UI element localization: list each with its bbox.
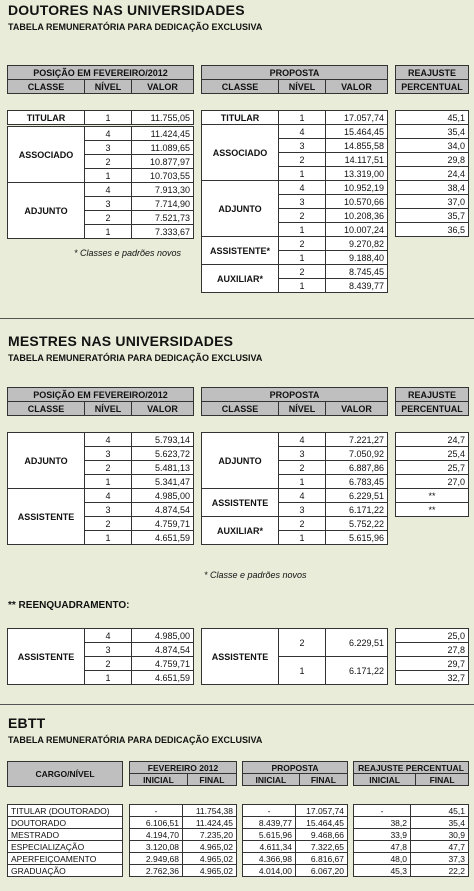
nivel-cell: 1 — [279, 223, 326, 237]
table-row — [8, 433, 194, 447]
table-row — [8, 853, 123, 865]
percent-cell: 36,5 — [396, 223, 469, 237]
header-classe: CLASSE — [8, 80, 85, 94]
table-row — [243, 841, 348, 853]
valor-cell: 11.424,45 — [132, 127, 194, 141]
nivel-cell: 1 — [279, 111, 326, 125]
valor-cell: 7.333,67 — [132, 225, 194, 239]
percent-cell: ** — [396, 503, 469, 517]
valor-cell: 4.651,59 — [132, 531, 194, 545]
final-cell: 11.424,45 — [183, 817, 237, 829]
percent-cell: 24,4 — [396, 167, 469, 181]
header-posicao: POSIÇÃO EM FEVEREIRO/2012 — [8, 66, 194, 80]
table-row — [8, 829, 123, 841]
nivel-cell: 3 — [279, 195, 326, 209]
percent-cell: 45,1 — [396, 111, 469, 125]
valor-cell: 7.221,27 — [326, 433, 388, 447]
table-row — [202, 125, 388, 139]
mestres-mid-table — [201, 432, 388, 545]
nivel-cell: 4 — [279, 181, 326, 195]
ebtt-reaj-table — [353, 804, 469, 877]
nivel-cell: 4 — [85, 629, 132, 643]
nivel-cell: 1 — [279, 167, 326, 181]
table-row — [396, 671, 469, 685]
valor-cell: 6.887,86 — [326, 461, 388, 475]
header-proposta: PROPOSTA — [202, 388, 388, 402]
mestres-subtitle: TABELA REMUNERATÓRIA PARA DEDICAÇÃO EXCLUSIVA — [8, 353, 263, 363]
classe-cell: ADJUNTO — [202, 433, 279, 489]
inicial-cell: 4.366,98 — [243, 853, 296, 865]
percent-cell: 29,8 — [396, 153, 469, 167]
percent-cell: 25,0 — [396, 629, 469, 643]
cargo-cell: ESPECIALIZAÇÃO — [8, 841, 123, 853]
table-row — [354, 865, 469, 877]
valor-cell: 8.745,45 — [326, 265, 388, 279]
header-valor: VALOR — [326, 80, 388, 94]
nivel-cell: 4 — [85, 433, 132, 447]
final-cell: 9.468,66 — [296, 829, 348, 841]
valor-cell: 13.319,00 — [326, 167, 388, 181]
table-row — [202, 629, 388, 657]
table-row — [130, 841, 237, 853]
classe-cell: ADJUNTO — [8, 183, 85, 239]
cargo-cell: DOUTORADO — [8, 817, 123, 829]
section-divider — [0, 318, 474, 319]
table-row — [354, 817, 469, 829]
table-row — [243, 865, 348, 877]
ebtt-cargo-table — [7, 804, 123, 877]
table-row — [354, 829, 469, 841]
table-row — [202, 265, 388, 279]
inicial-cell: 3.120,08 — [130, 841, 183, 853]
classe-cell: AUXILIAR* — [202, 517, 279, 545]
nivel-cell: 1 — [85, 475, 132, 489]
header-inicial: INICIAL — [243, 774, 300, 786]
table-row — [354, 805, 469, 817]
table-row — [8, 629, 194, 643]
final-cell: 4.965,02 — [183, 853, 237, 865]
nivel-cell: 1 — [279, 251, 326, 265]
cargo-cell: MESTRADO — [8, 829, 123, 841]
final-cell: 6.816,67 — [296, 853, 348, 865]
final-cell: 15.464,45 — [296, 817, 348, 829]
classe-cell: ADJUNTO — [202, 181, 279, 237]
valor-cell: 11.755,05 — [132, 111, 194, 125]
cargo-cell: GRADUAÇÃO — [8, 865, 123, 877]
nivel-cell: 1 — [85, 111, 132, 125]
table-row — [396, 447, 469, 461]
cargo-cell: TITULAR (DOUTORADO) — [8, 805, 123, 817]
nivel-cell: 1 — [85, 225, 132, 239]
valor-cell: 10.007,24 — [326, 223, 388, 237]
table-row — [243, 853, 348, 865]
header-nivel: NÍVEL — [85, 402, 132, 416]
table-row — [396, 503, 469, 517]
final-cell: 45,1 — [411, 805, 469, 817]
valor-cell: 5.341,47 — [132, 475, 194, 489]
percent-cell: 27,0 — [396, 475, 469, 489]
table-row — [396, 111, 469, 125]
nivel-cell: 4 — [279, 489, 326, 503]
header-classe: CLASSE — [202, 402, 279, 416]
header-reajuste: REAJUSTE — [396, 66, 469, 80]
nivel-cell: 2 — [85, 461, 132, 475]
table-row — [243, 805, 348, 817]
final-cell: 37,3 — [411, 853, 469, 865]
table-row — [202, 237, 388, 251]
table-row — [396, 223, 469, 237]
final-cell: 47,7 — [411, 841, 469, 853]
percent-cell: 37,0 — [396, 195, 469, 209]
inicial-cell: 5.615,96 — [243, 829, 296, 841]
header-percentual: PERCENTUAL — [396, 402, 469, 416]
doutores-subtitle: TABELA REMUNERATÓRIA PARA DEDICAÇÃO EXCLUSIVA — [8, 22, 263, 32]
inicial-cell: 2.949,68 — [130, 853, 183, 865]
table-row — [396, 167, 469, 181]
valor-cell: 17.057,74 — [326, 111, 388, 125]
doutores-left-header — [7, 65, 194, 94]
cargo-cell: APERFEIÇOAMENTO — [8, 853, 123, 865]
valor-cell: 6.171,22 — [326, 503, 388, 517]
final-cell: 22,2 — [411, 865, 469, 877]
table-row — [202, 517, 388, 531]
table-row — [396, 629, 469, 643]
mestres-right-header — [395, 387, 469, 416]
nivel-cell: 1 — [85, 531, 132, 545]
header-classe: CLASSE — [202, 80, 279, 94]
percent-cell: 24,7 — [396, 433, 469, 447]
table-row — [8, 805, 123, 817]
header-inicial: INICIAL — [130, 774, 188, 786]
doutores-right-header — [395, 65, 469, 94]
inicial-cell: 4.194,70 — [130, 829, 183, 841]
percent-cell: 35,7 — [396, 209, 469, 223]
inicial-cell: 38,2 — [354, 817, 411, 829]
table-row — [396, 657, 469, 671]
ebtt-reaj-header — [353, 761, 469, 786]
table-row — [396, 461, 469, 475]
final-cell: 35,4 — [411, 817, 469, 829]
final-cell: 6.067,20 — [296, 865, 348, 877]
nivel-cell: 2 — [279, 517, 326, 531]
header-reajuste: REAJUSTE PERCENTUAL — [354, 762, 469, 774]
ebtt-subtitle: TABELA REMUNERATÓRIA PARA DEDICAÇÃO EXCLUSIVA — [8, 735, 263, 745]
percent-cell: 35,4 — [396, 125, 469, 139]
table-row — [8, 841, 123, 853]
inicial-cell: 47,8 — [354, 841, 411, 853]
valor-cell: 7.521,73 — [132, 211, 194, 225]
header-proposta: PROPOSTA — [202, 66, 388, 80]
table-row — [8, 111, 194, 125]
valor-cell: 6.229,51 — [326, 629, 388, 657]
valor-cell: 4.759,71 — [132, 517, 194, 531]
ebtt-prop-table — [242, 804, 348, 877]
doutores-left-associado — [7, 126, 194, 239]
valor-cell: 5.793,14 — [132, 433, 194, 447]
table-row — [8, 489, 194, 503]
nivel-cell: 3 — [279, 503, 326, 517]
valor-cell: 7.913,30 — [132, 183, 194, 197]
table-row — [354, 841, 469, 853]
nivel-cell: 4 — [85, 127, 132, 141]
valor-cell: 11.089,65 — [132, 141, 194, 155]
table-row — [396, 153, 469, 167]
valor-cell: 7.050,92 — [326, 447, 388, 461]
valor-cell: 6.229,51 — [326, 489, 388, 503]
valor-cell: 8.439,77 — [326, 279, 388, 293]
ebtt-fev-header — [129, 761, 237, 786]
doutores-mid-header — [201, 65, 388, 94]
inicial-cell: 8.439,77 — [243, 817, 296, 829]
inicial-cell: - — [130, 805, 183, 817]
valor-cell: 4.985,00 — [132, 489, 194, 503]
ebtt-fev-table — [129, 804, 237, 877]
reenquadramento-title: ** REENQUADRAMENTO: — [8, 600, 130, 611]
doutores-right-table — [395, 110, 469, 237]
valor-cell: 6.783,45 — [326, 475, 388, 489]
inicial-cell: 33,9 — [354, 829, 411, 841]
header-fevereiro: FEVEREIRO 2012 — [130, 762, 237, 774]
table-row — [243, 829, 348, 841]
mestres-mid-header — [201, 387, 388, 416]
percent-cell: 38,4 — [396, 181, 469, 195]
table-row — [130, 865, 237, 877]
nivel-cell: 1 — [279, 475, 326, 489]
table-row — [396, 139, 469, 153]
valor-cell: 10.877,97 — [132, 155, 194, 169]
header-cargo: CARGO/NÍVEL — [8, 762, 123, 787]
nivel-cell: 2 — [279, 265, 326, 279]
table-row — [130, 853, 237, 865]
inicial-cell: - — [243, 805, 296, 817]
header-posicao: POSIÇÃO EM FEVEREIRO/2012 — [8, 388, 194, 402]
table-row — [202, 433, 388, 447]
table-row — [396, 475, 469, 489]
valor-cell: 6.171,22 — [326, 657, 388, 685]
nivel-cell: 1 — [85, 169, 132, 183]
nivel-cell: 4 — [279, 125, 326, 139]
classe-cell: ASSISTENTE — [202, 489, 279, 517]
header-nivel: NÍVEL — [279, 402, 326, 416]
valor-cell: 9.188,40 — [326, 251, 388, 265]
final-cell: 4.965,02 — [183, 865, 237, 877]
valor-cell: 14.117,51 — [326, 153, 388, 167]
valor-cell: 10.570,66 — [326, 195, 388, 209]
classe-cell: TITULAR — [8, 111, 85, 125]
valor-cell: 10.952,19 — [326, 181, 388, 195]
nivel-cell: 1 — [279, 657, 326, 685]
reenq-mid-table — [201, 628, 388, 685]
final-cell: 4.965,02 — [183, 841, 237, 853]
nivel-cell: 2 — [279, 461, 326, 475]
section-divider — [0, 704, 474, 705]
nivel-cell: 3 — [85, 141, 132, 155]
mestres-title: MESTRES NAS UNIVERSIDADES — [8, 333, 234, 349]
classe-cell: ASSOCIADO — [202, 125, 279, 181]
valor-cell: 10.703,55 — [132, 169, 194, 183]
valor-cell: 14.855,58 — [326, 139, 388, 153]
nivel-cell: 1 — [85, 671, 132, 685]
classe-cell: ADJUNTO — [8, 433, 85, 489]
final-cell: 7.322,65 — [296, 841, 348, 853]
doutores-mid-table — [201, 110, 388, 293]
table-row — [8, 127, 194, 141]
valor-cell: 10.208,36 — [326, 209, 388, 223]
nivel-cell: 3 — [85, 643, 132, 657]
table-row — [202, 111, 388, 125]
table-row — [130, 829, 237, 841]
final-cell: 17.057,74 — [296, 805, 348, 817]
reenq-left-table — [7, 628, 194, 685]
header-inicial: INICIAL — [354, 774, 416, 786]
percent-cell: 34,0 — [396, 139, 469, 153]
nivel-cell: 2 — [85, 155, 132, 169]
table-row — [396, 643, 469, 657]
classe-cell: TITULAR — [202, 111, 279, 125]
nivel-cell: 4 — [279, 433, 326, 447]
nivel-cell: 3 — [279, 447, 326, 461]
header-final: FINAL — [416, 774, 469, 786]
header-classe: CLASSE — [8, 402, 85, 416]
classe-cell: ASSISTENTE — [8, 629, 85, 685]
table-row — [396, 195, 469, 209]
valor-cell: 4.874,54 — [132, 503, 194, 517]
header-reajuste: REAJUSTE — [396, 388, 469, 402]
table-row — [396, 209, 469, 223]
mestres-right-table — [395, 432, 469, 517]
final-cell: 30,9 — [411, 829, 469, 841]
table-row — [8, 183, 194, 197]
mestres-left-header — [7, 387, 194, 416]
nivel-cell: 2 — [85, 211, 132, 225]
valor-cell: 4.651,59 — [132, 671, 194, 685]
classe-cell: ASSISTENTE — [8, 489, 85, 545]
ebtt-prop-header — [242, 761, 348, 786]
table-row — [354, 853, 469, 865]
ebtt-title: EBTT — [8, 715, 46, 731]
nivel-cell: 2 — [279, 629, 326, 657]
valor-cell: 4.985,00 — [132, 629, 194, 643]
nivel-cell: 3 — [279, 139, 326, 153]
nivel-cell: 1 — [279, 279, 326, 293]
nivel-cell: 3 — [85, 197, 132, 211]
header-valor: VALOR — [326, 402, 388, 416]
nivel-cell: 2 — [85, 517, 132, 531]
valor-cell: 4.874,54 — [132, 643, 194, 657]
doutores-left-table — [7, 110, 194, 125]
header-percentual: PERCENTUAL — [396, 80, 469, 94]
mestres-note: * Classe e padrões novos — [204, 570, 307, 580]
header-final: FINAL — [187, 774, 236, 786]
table-row — [202, 489, 388, 503]
nivel-cell: 3 — [85, 447, 132, 461]
valor-cell: 5.752,22 — [326, 517, 388, 531]
header-nivel: NÍVEL — [85, 80, 132, 94]
nivel-cell: 4 — [85, 489, 132, 503]
table-row — [243, 817, 348, 829]
doutores-note: * Classes e padrões novos — [74, 248, 182, 258]
final-cell: 7.235,20 — [183, 829, 237, 841]
classe-cell: ASSISTENTE — [202, 629, 279, 685]
valor-cell: 5.623,72 — [132, 447, 194, 461]
reenq-right-table — [395, 628, 469, 685]
percent-cell: ** — [396, 489, 469, 503]
table-row — [396, 489, 469, 503]
classe-cell: ASSISTENTE* — [202, 237, 279, 265]
nivel-cell: 3 — [85, 503, 132, 517]
percent-cell: 29,7 — [396, 657, 469, 671]
valor-cell: 9.270,82 — [326, 237, 388, 251]
nivel-cell: 4 — [85, 183, 132, 197]
final-cell: 11.754,38 — [183, 805, 237, 817]
header-valor: VALOR — [132, 402, 194, 416]
mestres-left-table — [7, 432, 194, 545]
valor-cell: 5.481,13 — [132, 461, 194, 475]
ebtt-cargo-header — [7, 761, 123, 787]
header-proposta: PROPOSTA — [243, 762, 348, 774]
valor-cell: 7.714,90 — [132, 197, 194, 211]
doutores-title: DOUTORES NAS UNIVERSIDADES — [8, 2, 245, 18]
inicial-cell: 4.611,34 — [243, 841, 296, 853]
table-row — [8, 865, 123, 877]
nivel-cell: 1 — [279, 531, 326, 545]
table-row — [130, 817, 237, 829]
table-row — [396, 433, 469, 447]
nivel-cell: 2 — [85, 657, 132, 671]
classe-cell: ASSOCIADO — [8, 127, 85, 183]
header-valor: VALOR — [132, 80, 194, 94]
nivel-cell: 2 — [279, 237, 326, 251]
inicial-cell: 4.014,00 — [243, 865, 296, 877]
inicial-cell: - — [354, 805, 411, 817]
percent-cell: 25,4 — [396, 447, 469, 461]
percent-cell: 27,8 — [396, 643, 469, 657]
nivel-cell: 2 — [279, 153, 326, 167]
valor-cell: 15.464,45 — [326, 125, 388, 139]
percent-cell: 25,7 — [396, 461, 469, 475]
nivel-cell: 2 — [279, 209, 326, 223]
table-row — [202, 181, 388, 195]
table-row — [396, 181, 469, 195]
header-final: FINAL — [299, 774, 347, 786]
table-row — [396, 125, 469, 139]
table-row — [8, 817, 123, 829]
header-nivel: NÍVEL — [279, 80, 326, 94]
valor-cell: 4.759,71 — [132, 657, 194, 671]
percent-cell: 32,7 — [396, 671, 469, 685]
inicial-cell: 48,0 — [354, 853, 411, 865]
table-row — [130, 805, 237, 817]
valor-cell: 5.615,96 — [326, 531, 388, 545]
inicial-cell: 2.762,36 — [130, 865, 183, 877]
inicial-cell: 6.106,51 — [130, 817, 183, 829]
inicial-cell: 45,3 — [354, 865, 411, 877]
classe-cell: AUXILIAR* — [202, 265, 279, 293]
